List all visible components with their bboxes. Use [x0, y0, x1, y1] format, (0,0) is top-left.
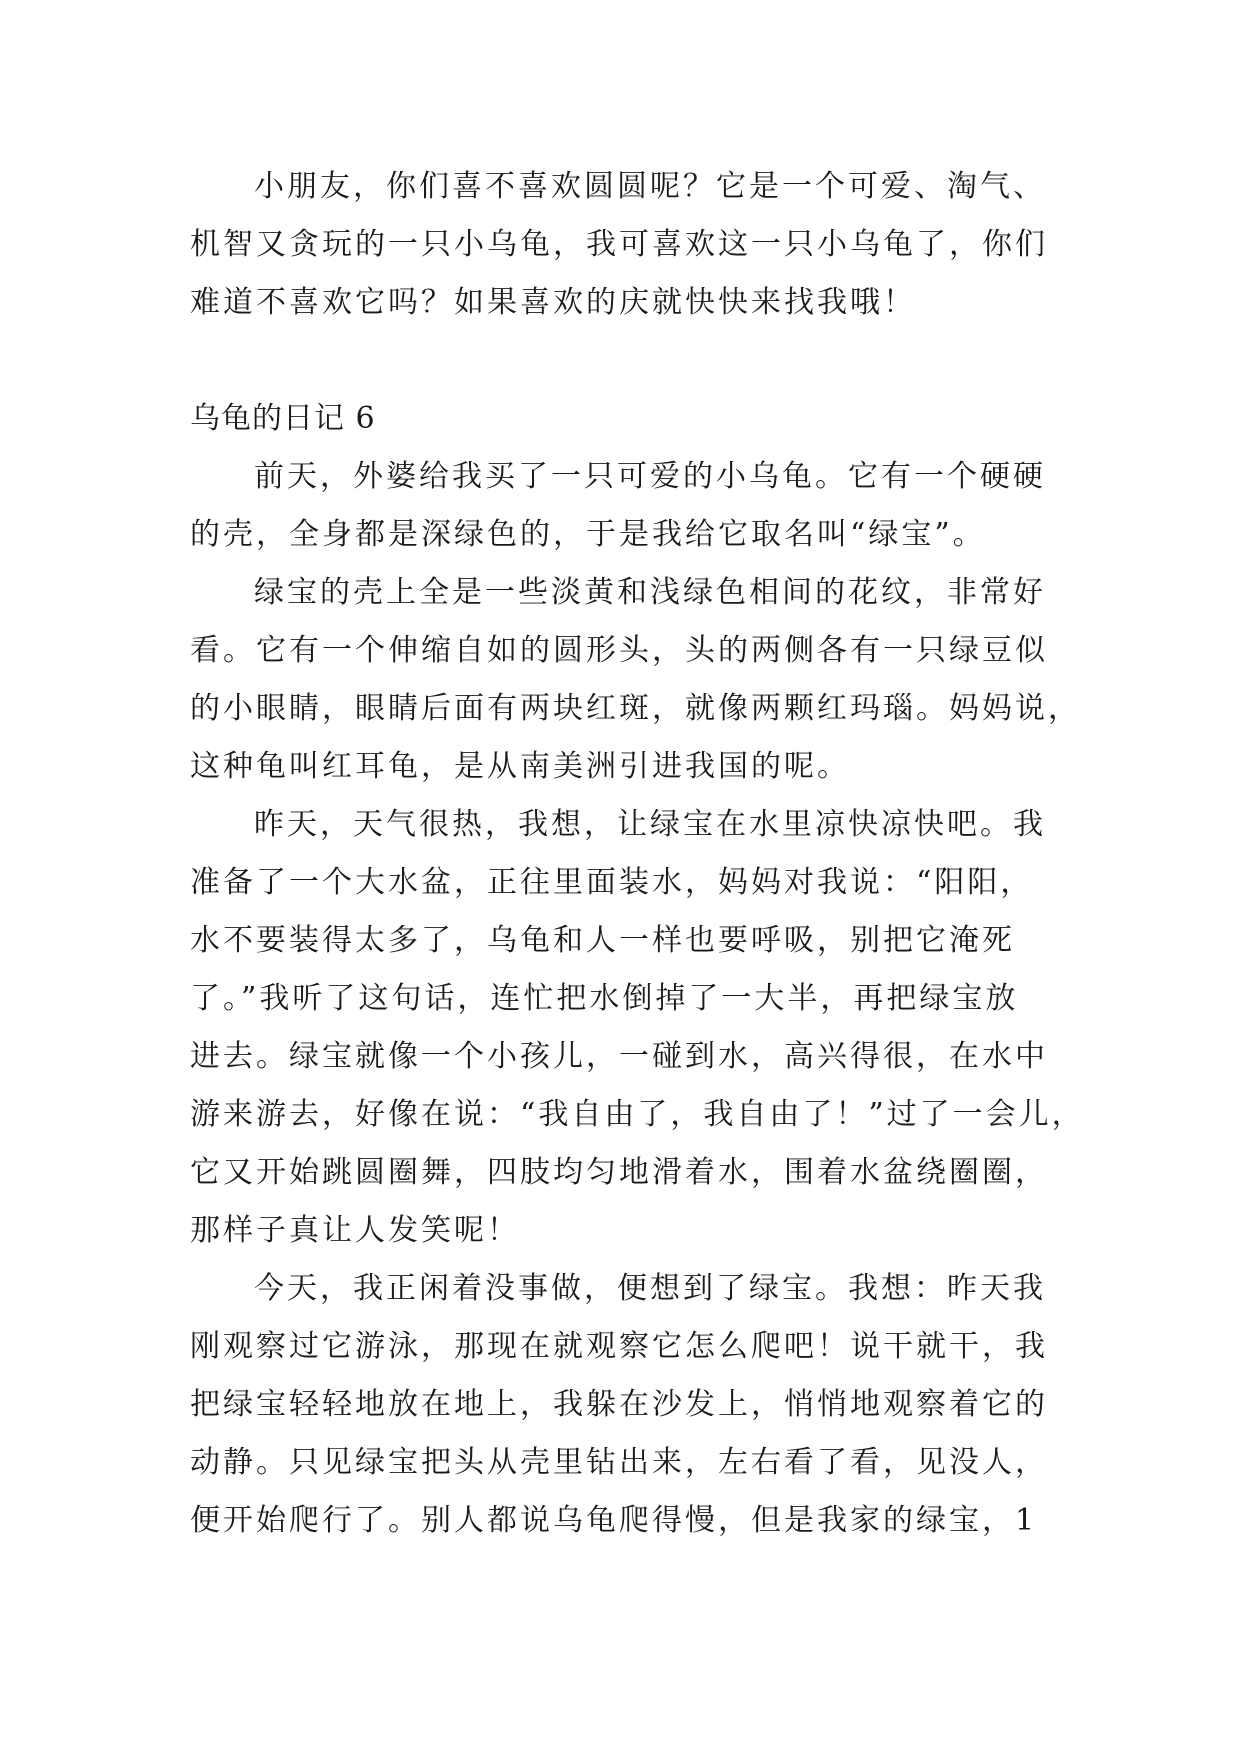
text-line: 便开始爬行了。别人都说乌龟爬得慢，但是我家的绿宝，1	[190, 1503, 1038, 1538]
text-line: 把绿宝轻轻地放在地上，我躲在沙发上，悄悄地观察着它的	[190, 1387, 1048, 1422]
text-line: 的壳，全身都是深绿色的，于是我给它取名叫“绿宝”。	[190, 517, 986, 552]
paragraph-gap	[190, 332, 1060, 390]
diary-title: 乌龟的日记 6	[190, 401, 376, 436]
text-line: 小朋友，你们喜不喜欢圆圆呢？它是一个可爱、淘气、	[254, 169, 1046, 204]
text-line: 水不要装得太多了，乌龟和人一样也要呼吸，别把它淹死	[190, 923, 1015, 958]
text-line: 绿宝的壳上全是一些淡黄和浅绿色相间的花纹，非常好	[254, 575, 1046, 610]
intro-paragraph	[190, 158, 1060, 332]
text-line: 了。”我听了这句话，连忙把水倒掉了一大半，再把绿宝放	[190, 981, 1019, 1016]
text-line: 的小眼睛，眼睛后面有两块红斑，就像两颗红玛瑙。妈妈说，	[190, 691, 1081, 726]
text-line: 难道不喜欢它吗？如果喜欢的庆就快快来找我哦！	[190, 285, 916, 320]
diary-paragraph-1	[190, 448, 1060, 564]
diary-paragraph-3	[190, 796, 1085, 1260]
text-line: 进去。绿宝就像一个小孩儿，一碰到水，高兴得很，在水中	[190, 1039, 1048, 1074]
text-line: 看。它有一个伸缩自如的圆形头，头的两侧各有一只绿豆似	[190, 633, 1048, 668]
text-line: 昨天，天气很热，我想，让绿宝在水里凉快凉快吧。我	[254, 807, 1046, 842]
diary-paragraph-4	[190, 1260, 1060, 1550]
text-line: 今天，我正闲着没事做，便想到了绿宝。我想：昨天我	[254, 1271, 1046, 1306]
text-line: 这种龟叫红耳龟，是从南美洲引进我国的呢。	[190, 749, 850, 784]
document-body	[190, 158, 1085, 1550]
text-line: 动静。只见绿宝把头从壳里钻出来，左右看了看，见没人，	[190, 1445, 1048, 1480]
text-line: 那样子真让人发笑呢！	[190, 1213, 520, 1248]
diary-paragraph-2	[190, 564, 1081, 796]
text-line: 刚观察过它游泳，那现在就观察它怎么爬吧！说干就干，我	[190, 1329, 1048, 1364]
text-line: 游来游去，好像在说：“我自由了，我自由了！”过了一会儿，	[190, 1097, 1085, 1132]
text-line: 机智又贪玩的一只小乌龟，我可喜欢这一只小乌龟了，你们	[190, 227, 1048, 262]
text-line: 前天，外婆给我买了一只可爱的小乌龟。它有一个硬硬	[254, 459, 1046, 494]
text-line: 它又开始跳圆圈舞，四肢均匀地滑着水，围着水盆绕圈圈，	[190, 1155, 1048, 1190]
text-line: 准备了一个大水盆，正往里面装水，妈妈对我说：“阳阳，	[190, 865, 1034, 900]
